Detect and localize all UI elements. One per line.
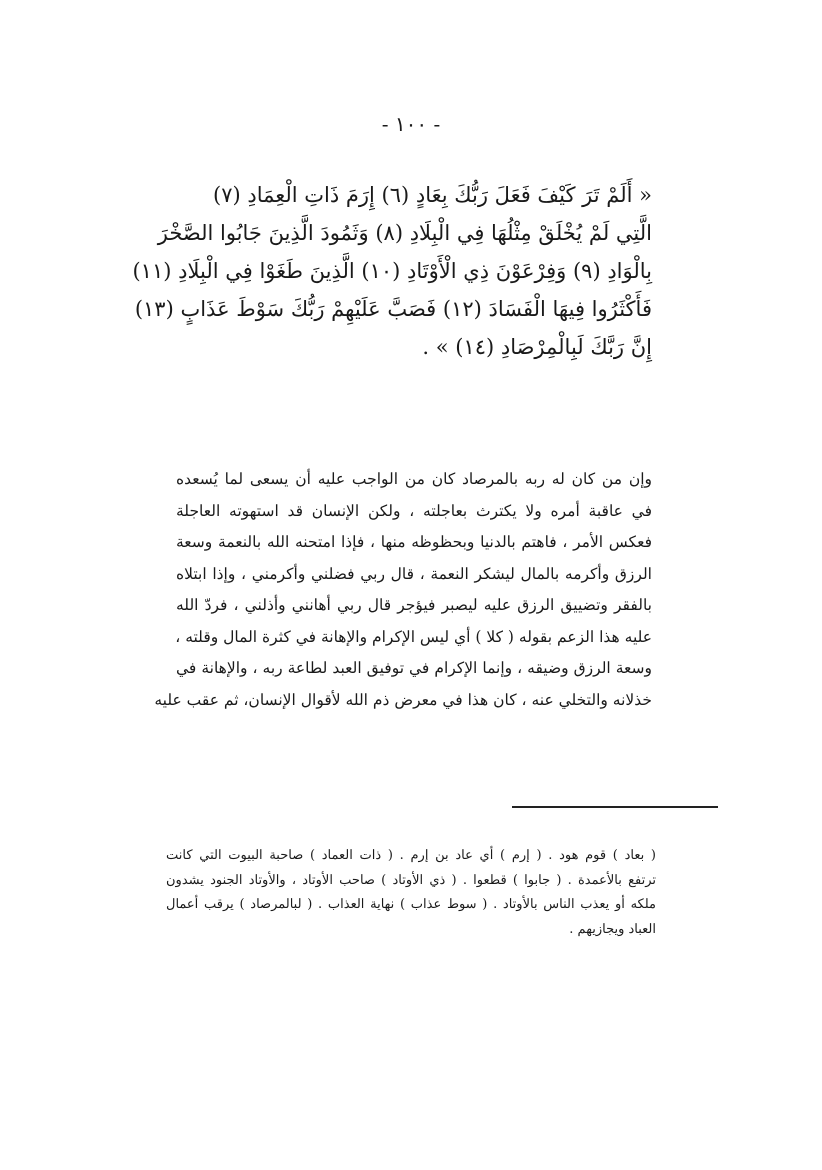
commentary-line: الرزق وأكرمه بالمال ليشكر النعمة ، قال ربي فضلني وأكرمني ، وإذا ابتلاه (176, 564, 652, 583)
commentary-line: وإن من كان له ربه بالمرصاد كان من الواجب عليه أن يسعى لما يُسعده (176, 470, 652, 488)
commentary-line: خذلانه والتخلي عنه ، كان هذا في معرض ذم الله لأقوال الإنسان، ثم عقب عليه (154, 690, 652, 709)
footnote-divider (512, 806, 718, 808)
commentary-line: في عاقبة أمره ولا يكترث بعاجلته ، ولكن الإنسان قد استهوته العاجلة (176, 501, 652, 520)
page-number: - ١٠٠ - (381, 112, 441, 136)
commentary-line: وسعة الرزق وضيقه ، وإنما الإكرام في توفيق العبد لطاعة ربه ، والإهانة في (176, 659, 652, 677)
quran-verses-block (132, 176, 652, 366)
verse-line: « أَلَمْ تَرَ كَيْفَ فَعَلَ رَبُّكَ بِعَادٍ (٦) إِرَمَ ذَاتِ الْعِمَادِ (٧) (212, 183, 652, 207)
footnote-line: ترتفع بالأعمدة . ( جابوا ) قطعوا . ( ذي الأوتاد ) صاحب الأوتاد ، والأوتاد الجنود يشدون (166, 872, 656, 888)
commentary-line: بالفقر وتضييق الرزق عليه ليصبر فيؤجر قال ربي أهانني وأذلني ، فردّ الله (176, 596, 652, 614)
footnote-line: ( بعاد ) قوم هود . ( إرم ) أي عاد بن إرم . ( ذات العماد ) صاحبة البيوت التي كانت (166, 848, 656, 863)
commentary-line: عليه هذا الزعم بقوله ( كلا ) أي ليس الإكرام والإهانة في كثرة المال وقلته ، (175, 627, 652, 646)
verse-line: إِنَّ رَبَّكَ لَبِالْمِرْصَادِ (١٤) » . (422, 335, 652, 359)
footnote-line: العباد ويجازيهم . (569, 921, 656, 937)
footnote-line: ملكه أو يعذب الناس بالأوتاد . ( سوط عذاب ) نهاية العذاب . ( لبالمرصاد ) يرقب أعمال (166, 897, 656, 912)
commentary-line: فعكس الأمر ، فاهتم بالدنيا وبحظوظه منها ، فإذا امتحنه الله بالنعمة وسعة (176, 533, 652, 551)
verse-line: الَّتِي لَمْ يُخْلَقْ مِثْلُهَا فِي الْبِلَادِ (٨) وَثَمُودَ الَّذِينَ جَابُوا الصَّخْرَ (157, 221, 652, 245)
footnote-block (166, 844, 656, 942)
verse-line: بِالْوَادِ (٩) وَفِرْعَوْنَ ذِي الْأَوْتَادِ (١٠) الَّذِينَ طَغَوْا فِي الْبِلَادِ (١١) (132, 259, 652, 283)
verse-line: فَأَكْثَرُوا فِيهَا الْفَسَادَ (١٢) فَصَبَّ عَلَيْهِمْ رَبُّكَ سَوْطَ عَذَابٍ (١٣) (134, 297, 652, 321)
commentary-paragraph (154, 464, 652, 716)
